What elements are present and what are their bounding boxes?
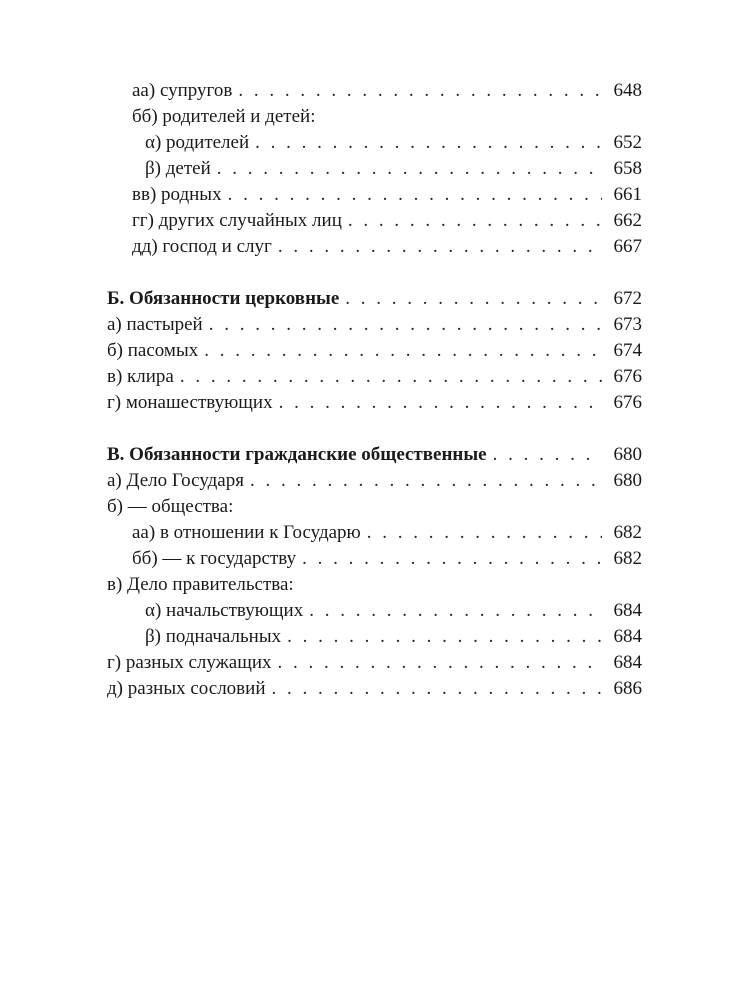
toc-page-number: 674 xyxy=(613,340,642,361)
dot-leader xyxy=(250,468,602,494)
toc-page-number: 680 xyxy=(613,470,642,491)
dot-leader xyxy=(180,364,602,390)
toc-page-number: 682 xyxy=(613,522,642,543)
dot-leader xyxy=(287,624,602,650)
toc-entry xyxy=(107,624,642,650)
toc-entry xyxy=(107,234,642,260)
toc-entry xyxy=(107,598,642,624)
toc-entry xyxy=(107,130,642,156)
dot-leader xyxy=(228,182,602,208)
dot-leader xyxy=(279,390,602,416)
dot-leader xyxy=(217,156,602,182)
dot-leader xyxy=(348,208,602,234)
toc-page-number: 662 xyxy=(613,210,642,231)
toc-page-number: 676 xyxy=(613,366,642,387)
toc-entry-label: Б. Обязанности церковные xyxy=(107,288,340,309)
toc-entry-label: д) разных сословий xyxy=(107,678,266,699)
toc-entry-label: дд) господ и слуг xyxy=(132,236,272,257)
toc-page-number: 658 xyxy=(613,158,642,179)
toc-entry xyxy=(107,520,642,546)
toc-entry-label: α) начальствующих xyxy=(145,600,304,621)
toc-page-number: 667 xyxy=(613,236,642,257)
dot-leader xyxy=(204,338,602,364)
toc-section-heading xyxy=(107,442,642,468)
toc-page-number: 682 xyxy=(613,548,642,569)
toc-entry-label: вв) родных xyxy=(132,184,222,205)
table-of-contents xyxy=(107,78,642,702)
dot-leader xyxy=(345,286,602,312)
toc-entry-label: В. Обязанности гражданские общественные xyxy=(107,444,487,465)
toc-page-number: 680 xyxy=(613,444,642,465)
toc-entry xyxy=(107,572,642,598)
toc-entry-label: в) Дело правительства: xyxy=(107,574,294,595)
toc-page-number: 686 xyxy=(613,678,642,699)
dot-leader xyxy=(493,442,602,468)
toc-page-number: 684 xyxy=(613,626,642,647)
dot-leader xyxy=(302,546,602,572)
toc-entry-label: б) пасомых xyxy=(107,340,199,361)
toc-entry xyxy=(107,494,642,520)
toc-page-number: 684 xyxy=(613,652,642,673)
toc-entry xyxy=(107,182,642,208)
toc-section-heading xyxy=(107,286,642,312)
toc-entry xyxy=(107,312,642,338)
toc-entry xyxy=(107,338,642,364)
toc-section xyxy=(107,78,642,260)
dot-leader xyxy=(209,312,602,338)
toc-page-number: 661 xyxy=(613,184,642,205)
toc-entry-label: бб) — к государству xyxy=(132,548,297,569)
toc-entry-label: а) Дело Государя xyxy=(107,470,244,491)
toc-entry-label: а) пастырей xyxy=(107,314,203,335)
toc-entry-label: гг) других случайных лиц xyxy=(132,210,342,231)
dot-leader xyxy=(309,598,602,624)
toc-entry xyxy=(107,676,642,702)
toc-section xyxy=(107,442,642,702)
toc-entry xyxy=(107,364,642,390)
toc-entry xyxy=(107,546,642,572)
toc-entry xyxy=(107,78,642,104)
toc-entry xyxy=(107,650,642,676)
toc-entry xyxy=(107,208,642,234)
dot-leader xyxy=(255,130,602,156)
toc-entry-label: г) монашествующих xyxy=(107,392,273,413)
toc-entry-label: бб) родителей и детей: xyxy=(132,106,316,127)
dot-leader xyxy=(278,650,602,676)
toc-entry-label: β) подначальных xyxy=(145,626,282,647)
toc-entry-label: аа) супругов xyxy=(132,80,233,101)
dot-leader xyxy=(272,676,603,702)
dot-leader xyxy=(278,234,602,260)
toc-entry xyxy=(107,156,642,182)
toc-entry xyxy=(107,468,642,494)
toc-entry-label: в) клира xyxy=(107,366,174,387)
toc-section xyxy=(107,286,642,416)
toc-entry-label: б) — общества: xyxy=(107,496,234,517)
toc-entry xyxy=(107,390,642,416)
toc-page-number: 672 xyxy=(613,288,642,309)
toc-entry-label: аа) в отношении к Государю xyxy=(132,522,361,543)
toc-entry xyxy=(107,104,642,130)
dot-leader xyxy=(367,520,602,546)
toc-entry-label: α) родителей xyxy=(145,132,250,153)
toc-page-number: 652 xyxy=(613,132,642,153)
toc-page-number: 648 xyxy=(613,80,642,101)
toc-entry-label: β) детей xyxy=(145,158,211,179)
dot-leader xyxy=(238,78,602,104)
toc-page-number: 676 xyxy=(613,392,642,413)
toc-page-number: 673 xyxy=(613,314,642,335)
toc-page-number: 684 xyxy=(613,600,642,621)
toc-entry-label: г) разных служащих xyxy=(107,652,272,673)
